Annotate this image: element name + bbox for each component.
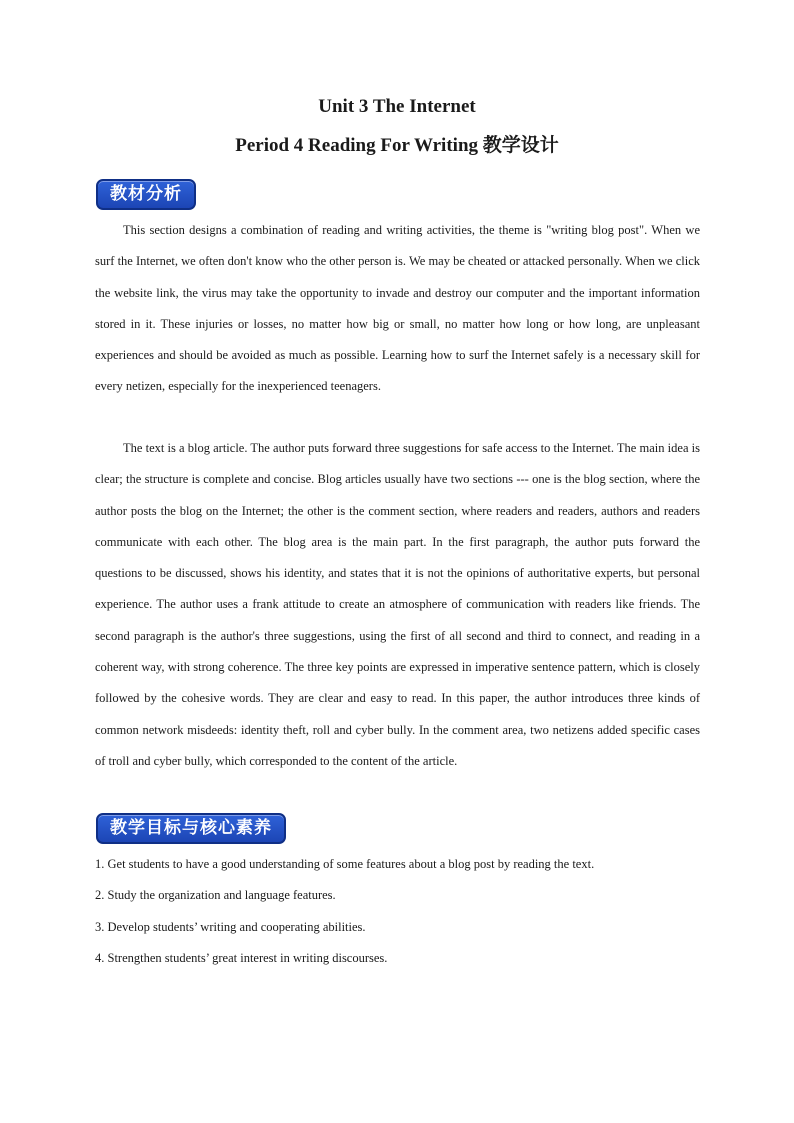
unit-title: Unit 3 The Internet bbox=[318, 96, 476, 117]
objective-item: 4. Strengthen students’ great interest in writing discourses. bbox=[95, 950, 388, 965]
analysis-paragraph-1: This section designs a combination of reading and writing activities, the theme is "writing blog post". When we surf the Internet, we often don't know who the other person is. We may be cheated or attacked personally. When we click the website link, the virus may take the opportunity to invade and destroy our computer and the important information stored in it. These injuries or losses, no matter how big or small, no matter how long or how long, are unpleasant experiences and should be avoided as much as possible. Learning how to surf the Internet safely is a necessary skill for every netizen, especially for the inexperienced teenagers. bbox=[95, 223, 700, 394]
section-badge-analysis: 教材分析 bbox=[96, 179, 196, 210]
objective-item: 3. Develop students’ writing and cooperating abilities. bbox=[95, 919, 366, 934]
section-badge-objectives: 教学目标与核心素养 bbox=[96, 813, 286, 844]
analysis-paragraph-2: The text is a blog article. The author puts forward three suggestions for safe access to the Internet. The main idea is clear; the structure is complete and concise. Blog articles usually have two sections --- one is the blog section, where the author posts the blog on the Internet; the other is the comment section, where readers and readers, authors and readers communicate with each other. The blog area is the main part. In the first paragraph, the author puts forward the questions to be discussed, shows his identity, and states that it is not the opinions of authoritative experts, but personal experience. The author uses a frank attitude to create an atmosphere of communication with readers like friends. The second paragraph is the author's three suggestions, using the first of all second and third to connect, and reading in a coherent way, with strong coherence. The three key points are expressed in imperative sentence pattern, which is closely followed by the cohesive words. They are clear and easy to read. In this paper, the author introduces three kinds of common network misdeeds: identity theft, roll and cyber bully. In the comment area, two netizens added specific cases of troll and cyber bully, which corresponded to the content of the article. bbox=[95, 441, 700, 768]
period-title: Period 4 Reading For Writing 教学设计 bbox=[235, 135, 559, 156]
objective-item: 2. Study the organization and language features. bbox=[95, 888, 336, 903]
objective-item: 1. Get students to have a good understanding of some features about a blog post by reading the text. bbox=[95, 857, 595, 871]
objectives-list bbox=[95, 849, 700, 974]
